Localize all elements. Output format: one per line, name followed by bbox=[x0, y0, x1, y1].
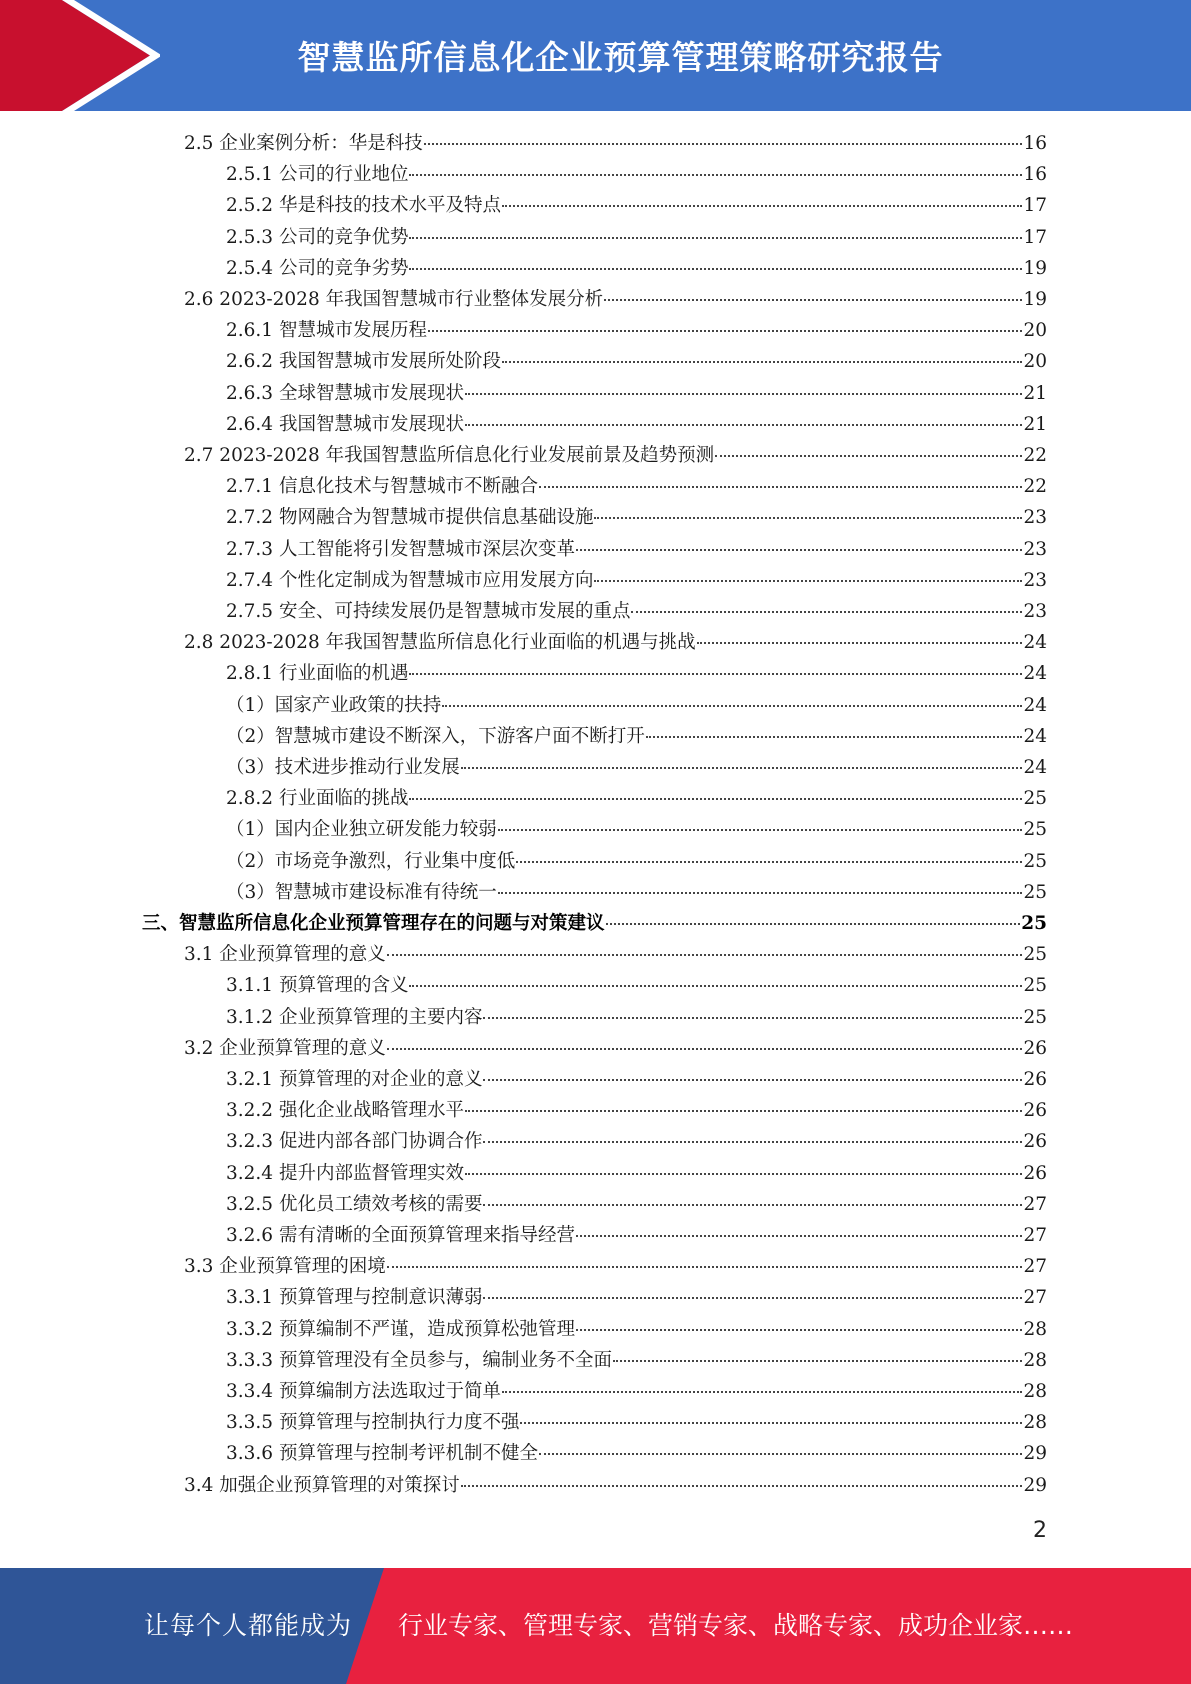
toc-dot-leader bbox=[697, 642, 1023, 644]
toc-entry-page: 23 bbox=[1023, 569, 1047, 591]
toc-entry[interactable] bbox=[226, 315, 1047, 346]
toc-entry[interactable] bbox=[142, 908, 1047, 939]
toc-dot-leader bbox=[604, 299, 1022, 301]
toc-entry-title: 2.5.1 公司的行业地位 bbox=[226, 164, 409, 186]
toc-entry-title: 3.2.2 强化企业战略管理水平 bbox=[226, 1100, 464, 1122]
toc-entry[interactable] bbox=[226, 190, 1047, 221]
toc-entry-page: 21 bbox=[1023, 413, 1047, 435]
toc-entry-title: （3）技术进步推动行业发展 bbox=[226, 757, 460, 778]
toc-entry[interactable] bbox=[226, 1002, 1047, 1033]
toc-entry-title: 3.1 企业预算管理的意义 bbox=[184, 944, 386, 966]
toc-entry-title: 2.6.4 我国智慧城市发展现状 bbox=[226, 413, 464, 435]
toc-entry-title: 3.2.3 促进内部各部门协调合作 bbox=[226, 1131, 483, 1153]
toc-entry-page: 26 bbox=[1023, 1162, 1047, 1184]
toc-entry-title: 2.7 2023-2028 年我国智慧监所信息化行业发展前景及趋势预测 bbox=[184, 445, 715, 466]
toc-entry-title: 2.7.5 安全、可持续发展仍是智慧城市发展的重点 bbox=[226, 601, 631, 622]
toc-entry-title: 3.2.4 提升内部监督管理实效 bbox=[226, 1162, 464, 1184]
red-chevron-decoration bbox=[0, 0, 160, 111]
toc-entry-page: 25 bbox=[1023, 850, 1047, 872]
toc-dot-leader bbox=[594, 517, 1022, 519]
toc-entry-title: 3.2.6 需有清晰的全面预算管理来指导经营 bbox=[226, 1225, 575, 1246]
toc-entry-title: 2.7.2 物网融合为智慧城市提供信息基础设施 bbox=[226, 507, 594, 529]
toc-entry-title: 3.3.2 预算编制不严谨，造成预算松弛管理 bbox=[226, 1318, 575, 1340]
toc-dot-leader bbox=[428, 330, 1022, 332]
toc-dot-leader bbox=[594, 580, 1022, 582]
toc-entry-page: 27 bbox=[1023, 1193, 1047, 1215]
toc-entry-title: 3.3.1 预算管理与控制意识薄弱 bbox=[226, 1287, 483, 1309]
toc-dot-leader bbox=[483, 1204, 1022, 1206]
toc-entry[interactable] bbox=[226, 846, 1047, 877]
toc-dot-leader bbox=[409, 174, 1022, 176]
toc-entry-page: 25 bbox=[1023, 944, 1047, 966]
toc-entry-title: 3.3.4 预算编制方法选取过于简单 bbox=[226, 1381, 501, 1402]
toc-entry-title: （1）国内企业独立研发能力较弱 bbox=[226, 819, 497, 841]
toc-dot-leader bbox=[387, 1048, 1023, 1050]
toc-entry[interactable] bbox=[226, 1064, 1047, 1095]
toc-entry-title: 2.8.1 行业面临的机遇 bbox=[226, 663, 409, 685]
toc-dot-leader bbox=[539, 1453, 1022, 1455]
toc-entry[interactable] bbox=[226, 783, 1047, 814]
toc-entry[interactable] bbox=[226, 1345, 1047, 1376]
toc-dot-leader bbox=[576, 1329, 1022, 1331]
toc-entry-title: 3.1.1 预算管理的含义 bbox=[226, 975, 409, 997]
toc-dot-leader bbox=[461, 767, 1023, 769]
toc-entry-title: 3.3.6 预算管理与控制考评机制不健全 bbox=[226, 1443, 538, 1465]
toc-entry[interactable] bbox=[226, 596, 1047, 627]
toc-entry-page: 27 bbox=[1023, 1256, 1047, 1278]
toc-entry-page: 16 bbox=[1023, 164, 1047, 186]
page-footer bbox=[0, 1568, 1191, 1684]
toc-dot-leader bbox=[483, 1079, 1022, 1081]
toc-dot-leader bbox=[539, 486, 1022, 488]
footer-slogan-right: 行业专家、管理专家、营销专家、战略专家、成功企业家…… bbox=[398, 1611, 1074, 1640]
toc-dot-leader bbox=[606, 923, 1021, 925]
toc-entry[interactable] bbox=[226, 534, 1047, 565]
toc-entry[interactable] bbox=[226, 970, 1047, 1001]
toc-entry[interactable] bbox=[184, 1033, 1047, 1064]
toc-entry[interactable] bbox=[184, 1251, 1047, 1282]
toc-entry-page: 25 bbox=[1023, 819, 1047, 841]
toc-entry-page: 21 bbox=[1023, 382, 1047, 404]
toc-entry[interactable] bbox=[226, 346, 1047, 377]
toc-entry-page: 28 bbox=[1023, 1318, 1047, 1340]
toc-entry[interactable] bbox=[226, 1220, 1047, 1251]
toc-entry[interactable] bbox=[226, 1095, 1047, 1126]
toc-entry-page: 26 bbox=[1023, 1037, 1047, 1059]
toc-entry-page: 17 bbox=[1023, 195, 1047, 217]
toc-entry-title: 3.2.5 优化员工绩效考核的需要 bbox=[226, 1193, 483, 1215]
toc-dot-leader bbox=[465, 424, 1022, 426]
toc-entry-title: 3.2 企业预算管理的意义 bbox=[184, 1037, 386, 1059]
toc-entry[interactable] bbox=[226, 159, 1047, 190]
toc-entry[interactable] bbox=[184, 939, 1047, 970]
toc-dot-leader bbox=[483, 1017, 1022, 1019]
toc-entry-page: 25 bbox=[1023, 1006, 1047, 1028]
toc-dot-leader bbox=[502, 1391, 1022, 1393]
toc-entry-title: 3.1.2 企业预算管理的主要内容 bbox=[226, 1006, 483, 1028]
toc-entry[interactable] bbox=[226, 1314, 1047, 1345]
toc-entry-title: 3.3 企业预算管理的困境 bbox=[184, 1256, 386, 1278]
toc-entry-page: 27 bbox=[1023, 1225, 1047, 1246]
toc-entry[interactable] bbox=[226, 565, 1047, 596]
toc-entry[interactable] bbox=[226, 409, 1047, 440]
toc-entry-page: 25 bbox=[1023, 788, 1047, 810]
toc-entry[interactable] bbox=[226, 877, 1047, 908]
toc-dot-leader bbox=[576, 549, 1022, 551]
toc-dot-leader bbox=[409, 268, 1022, 270]
toc-entry-title: （1）国家产业政策的扶持 bbox=[226, 694, 442, 716]
toc-entry-title: 3.2.1 预算管理的对企业的意义 bbox=[226, 1069, 483, 1090]
toc-entry-page: 20 bbox=[1023, 320, 1047, 342]
toc-dot-leader bbox=[387, 954, 1023, 956]
toc-dot-leader bbox=[483, 1297, 1022, 1299]
toc-entry-page: 29 bbox=[1023, 1443, 1047, 1465]
toc-entry-title: 3.3.5 预算管理与控制执行力度不强 bbox=[226, 1412, 520, 1434]
toc-entry[interactable] bbox=[226, 471, 1047, 502]
toc-entry[interactable] bbox=[226, 502, 1047, 533]
toc-entry-page: 28 bbox=[1023, 1349, 1047, 1371]
toc-dot-leader bbox=[516, 861, 1022, 863]
toc-entry[interactable] bbox=[226, 1376, 1047, 1407]
toc-dot-leader bbox=[502, 205, 1022, 207]
toc-entry[interactable] bbox=[184, 128, 1047, 159]
toc-dot-leader bbox=[424, 143, 1023, 145]
toc-entry-title: 2.5.4 公司的竞争劣势 bbox=[226, 257, 409, 279]
toc-entry[interactable] bbox=[184, 1470, 1047, 1501]
toc-entry-page: 25 bbox=[1023, 881, 1047, 903]
toc-entry[interactable] bbox=[226, 752, 1047, 783]
toc-entry-title: 2.8 2023-2028 年我国智慧监所信息化行业面临的机遇与挑战 bbox=[184, 632, 696, 654]
toc-entry-page: 26 bbox=[1023, 1131, 1047, 1153]
toc-entry-page: 26 bbox=[1023, 1069, 1047, 1090]
toc-entry[interactable] bbox=[226, 253, 1047, 284]
toc-entry-page: 29 bbox=[1023, 1474, 1047, 1496]
toc-entry-title: 2.6.3 全球智慧城市发展现状 bbox=[226, 382, 464, 404]
toc-entry[interactable] bbox=[226, 378, 1047, 409]
toc-entry-title: 3.3.3 预算管理没有全员参与，编制业务不全面 bbox=[226, 1349, 612, 1371]
toc-dot-leader bbox=[631, 611, 1022, 613]
toc-entry[interactable] bbox=[226, 1438, 1047, 1469]
toc-dot-leader bbox=[520, 1422, 1022, 1424]
toc-entry[interactable] bbox=[226, 1158, 1047, 1189]
toc-dot-leader bbox=[461, 1485, 1023, 1487]
toc-entry[interactable] bbox=[226, 1407, 1047, 1438]
toc-entry-title: 3.4 加强企业预算管理的对策探讨 bbox=[184, 1474, 460, 1496]
toc-entry-title: 2.7.4 个性化定制成为智慧城市应用发展方向 bbox=[226, 569, 594, 591]
toc-entry-page: 20 bbox=[1023, 351, 1047, 373]
toc-entry-title: 2.6 2023-2028 年我国智慧城市行业整体发展分析 bbox=[184, 289, 604, 310]
toc-dot-leader bbox=[465, 393, 1022, 395]
toc-entry-title: 2.6.2 我国智慧城市发展所处阶段 bbox=[226, 351, 501, 373]
page-number: 2 bbox=[1033, 1518, 1047, 1543]
toc-entry-page: 22 bbox=[1023, 445, 1047, 466]
toc-entry-page: 27 bbox=[1023, 1287, 1047, 1309]
toc-entry-page: 24 bbox=[1023, 663, 1047, 685]
toc-dot-leader bbox=[715, 455, 1022, 457]
toc-dot-leader bbox=[498, 829, 1023, 831]
toc-entry-page: 23 bbox=[1023, 601, 1047, 622]
footer-slogan-left: 让每个人都能成为 bbox=[144, 1611, 353, 1640]
toc-entry[interactable] bbox=[226, 814, 1047, 845]
toc-entry-page: 25 bbox=[1023, 975, 1047, 997]
toc-entry-page: 24 bbox=[1023, 632, 1047, 654]
toc-entry[interactable] bbox=[226, 222, 1047, 253]
toc-dot-leader bbox=[576, 1235, 1022, 1237]
toc-entry-page: 28 bbox=[1023, 1412, 1047, 1434]
toc-dot-leader bbox=[498, 892, 1023, 894]
toc-entry-title: 2.7.3 人工智能将引发智慧城市深层次变革 bbox=[226, 538, 575, 560]
toc-entry-page: 24 bbox=[1023, 694, 1047, 716]
toc-entry-title: 2.7.1 信息化技术与智慧城市不断融合 bbox=[226, 476, 538, 498]
toc-dot-leader bbox=[465, 1110, 1022, 1112]
toc-dot-leader bbox=[483, 1141, 1022, 1143]
toc-entry-page: 23 bbox=[1023, 507, 1047, 529]
toc-entry-title: 三、智慧监所信息化企业预算管理存在的问题与对策建议 bbox=[142, 913, 605, 934]
toc-entry[interactable] bbox=[226, 690, 1047, 721]
toc-entry-title: 2.8.2 行业面临的挑战 bbox=[226, 788, 409, 810]
toc-entry[interactable] bbox=[226, 1126, 1047, 1157]
toc-entry[interactable] bbox=[226, 1189, 1047, 1220]
toc-entry-title: 2.5.2 华是科技的技术水平及特点 bbox=[226, 195, 501, 217]
toc-entry-page: 28 bbox=[1023, 1381, 1047, 1402]
toc-entry-title: （2）智慧城市建设不断深入，下游客户面不断打开 bbox=[226, 725, 645, 747]
toc-entry-page: 23 bbox=[1023, 538, 1047, 560]
toc-dot-leader bbox=[409, 985, 1022, 987]
toc-entry-title: （2）市场竞争激烈，行业集中度低 bbox=[226, 850, 516, 872]
toc-entry-page: 16 bbox=[1023, 133, 1047, 154]
toc-entry-page: 22 bbox=[1023, 476, 1047, 498]
toc-entry-title: 2.5 企业案例分析：华是科技 bbox=[184, 133, 423, 154]
toc-entry[interactable] bbox=[226, 658, 1047, 689]
toc-dot-leader bbox=[442, 705, 1022, 707]
toc-entry-title: （3）智慧城市建设标准有待统一 bbox=[226, 881, 497, 903]
toc-entry-title: 2.5.3 公司的竞争优势 bbox=[226, 226, 409, 248]
toc-dot-leader bbox=[646, 736, 1023, 738]
toc-dot-leader bbox=[387, 1266, 1023, 1268]
toc-entry-page: 26 bbox=[1023, 1100, 1047, 1122]
toc-entry-title: 2.6.1 智慧城市发展历程 bbox=[226, 320, 427, 342]
toc-entry[interactable] bbox=[226, 1282, 1047, 1313]
toc-dot-leader bbox=[409, 798, 1022, 800]
toc-dot-leader bbox=[409, 237, 1022, 239]
toc-entry-page: 19 bbox=[1023, 289, 1047, 310]
toc-entry-page: 24 bbox=[1023, 757, 1047, 778]
toc-dot-leader bbox=[409, 673, 1022, 675]
page-header bbox=[0, 0, 1191, 111]
toc-entry-page: 24 bbox=[1023, 725, 1047, 747]
toc-dot-leader bbox=[465, 1173, 1022, 1175]
toc-dot-leader bbox=[613, 1360, 1022, 1362]
toc-entry[interactable] bbox=[226, 721, 1047, 752]
toc-entry[interactable] bbox=[184, 440, 1047, 471]
toc-entry-page: 25 bbox=[1021, 913, 1047, 934]
toc-dot-leader bbox=[502, 361, 1022, 363]
toc-entry-page: 19 bbox=[1023, 257, 1047, 279]
toc-entry-page: 17 bbox=[1023, 226, 1047, 248]
report-title: 智慧监所信息化企业预算管理策略研究报告 bbox=[297, 38, 944, 77]
toc-entry[interactable] bbox=[184, 284, 1047, 315]
toc-entry[interactable] bbox=[184, 627, 1047, 658]
